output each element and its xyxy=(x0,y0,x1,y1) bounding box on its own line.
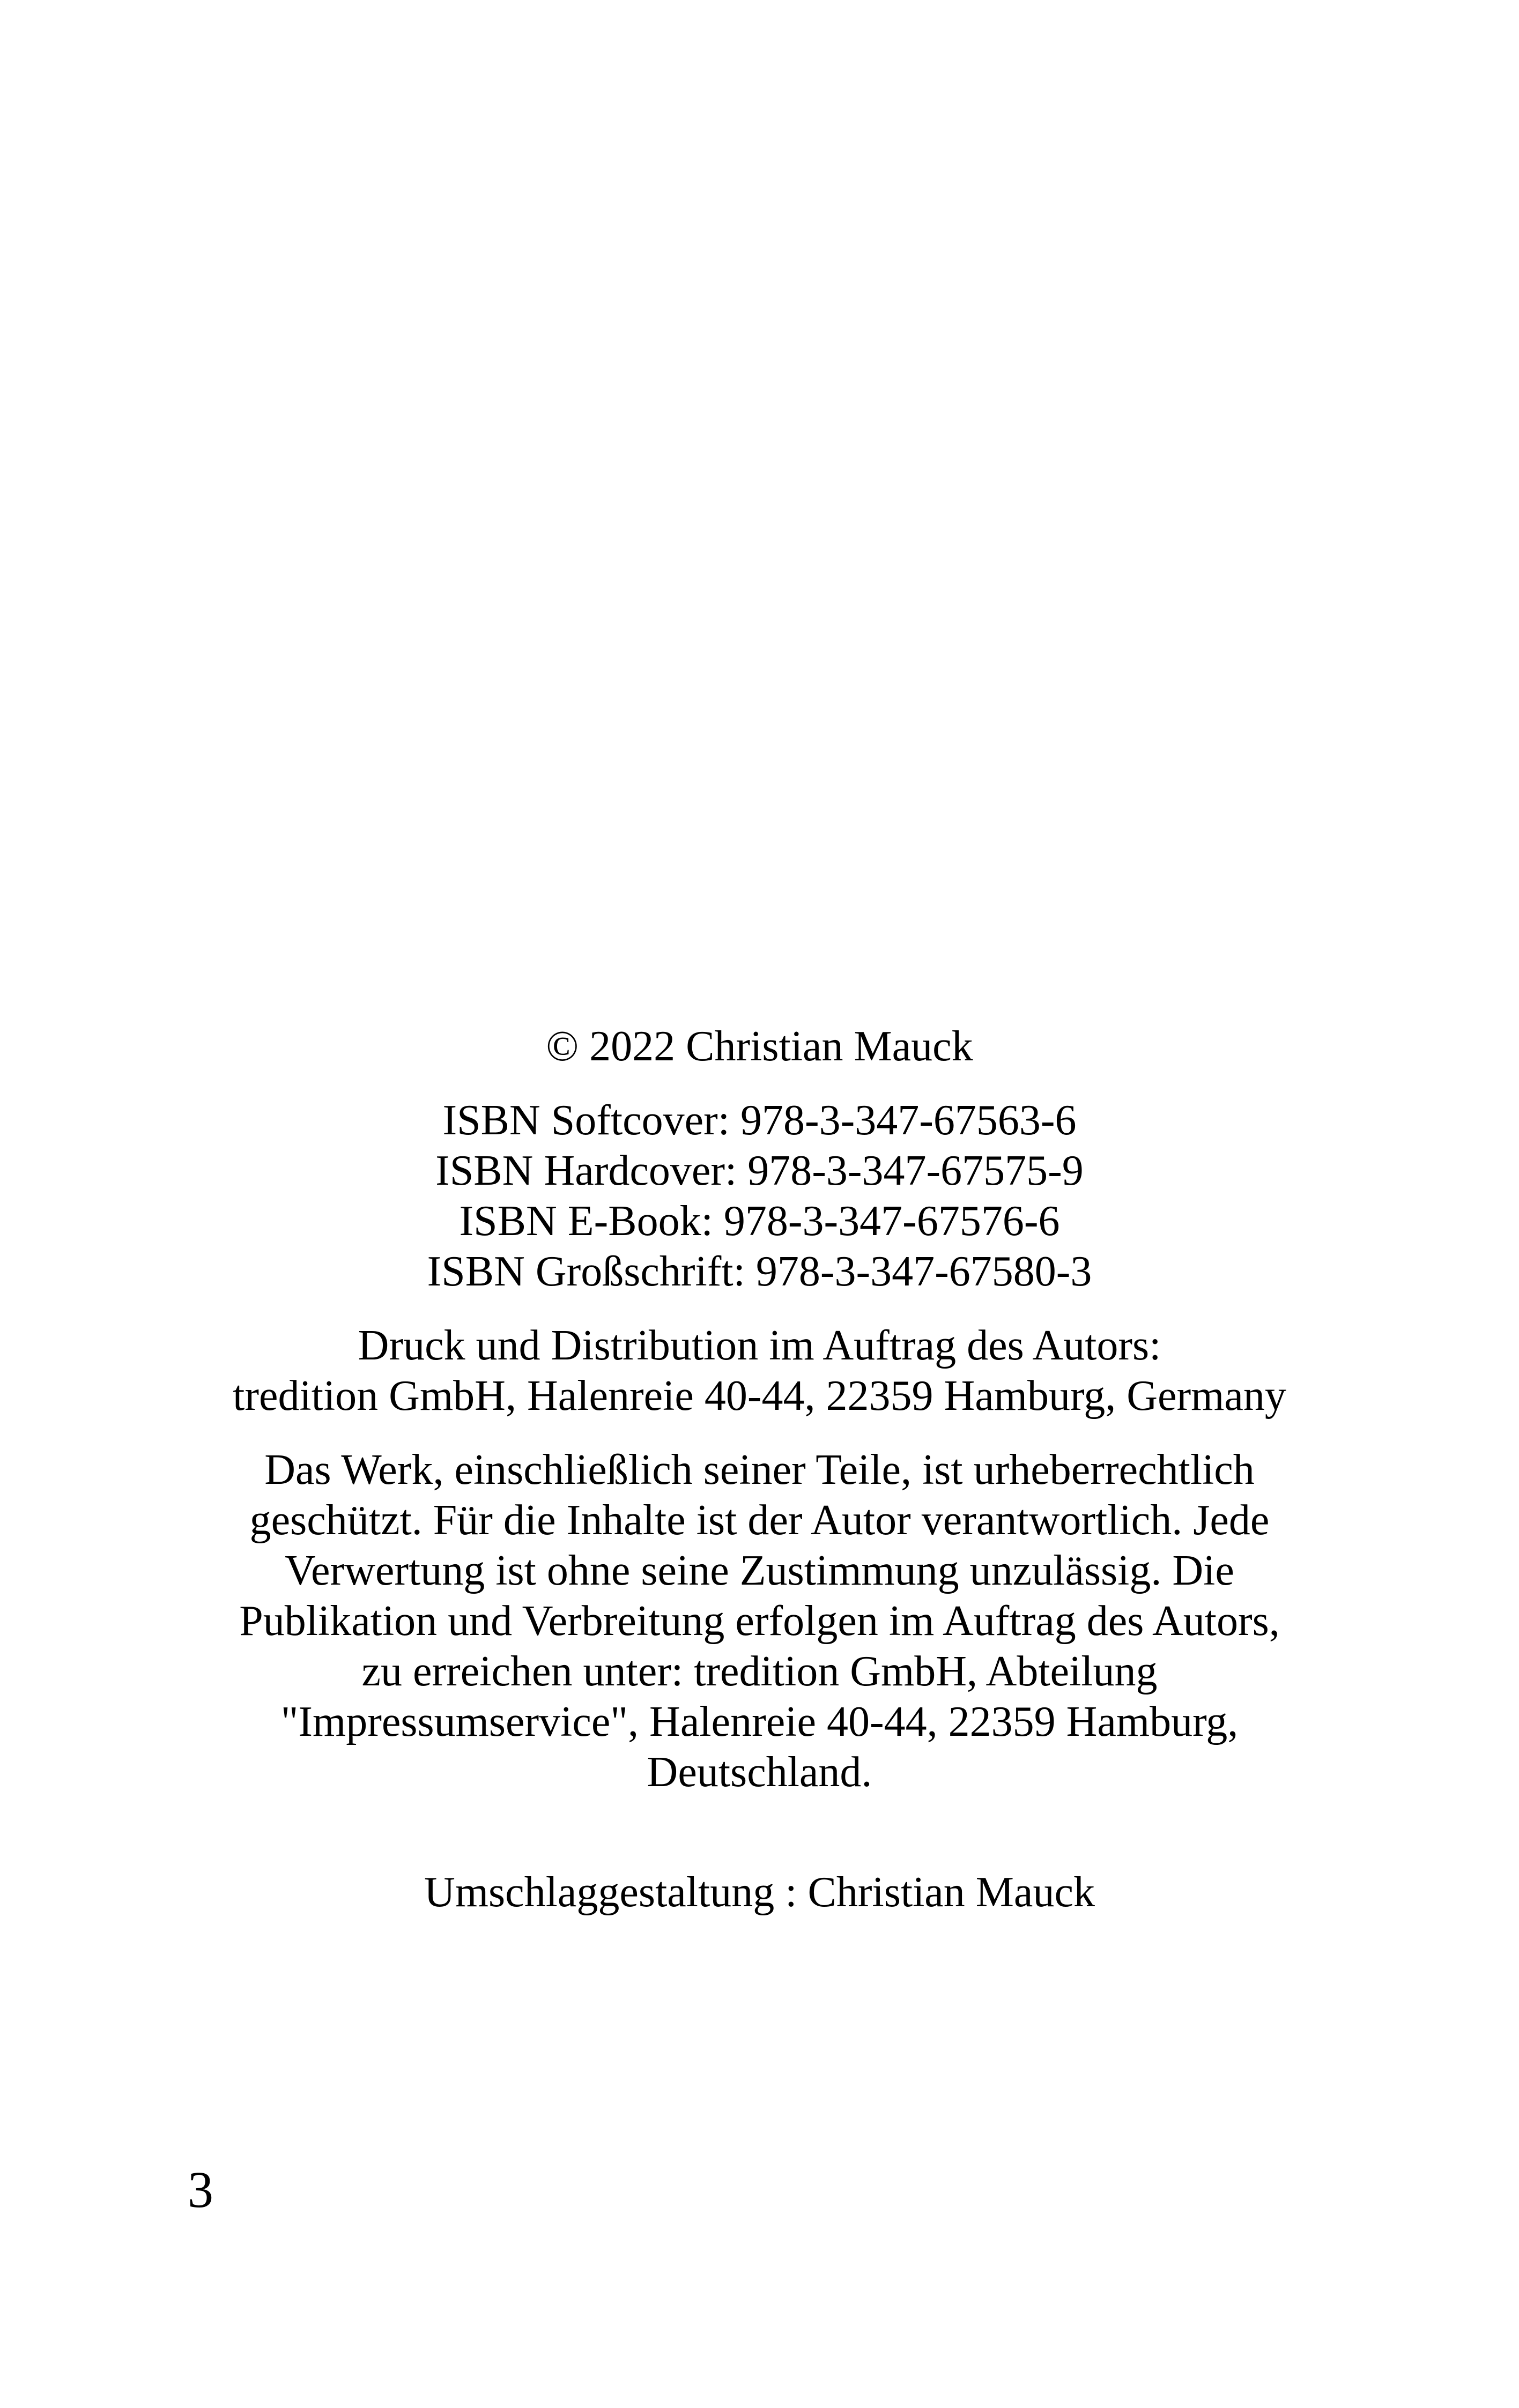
imprint-block xyxy=(0,1021,1519,1918)
legal-line: Deutschland. xyxy=(647,1749,872,1796)
legal-line: "Impressumservice", Halenreie 40-44, 22359 Hamburg, xyxy=(280,1698,1239,1745)
printing-distribution xyxy=(0,1320,1519,1421)
isbn-hardcover: ISBN Hardcover: 978-3-347-67575-9 xyxy=(435,1147,1084,1194)
legal-line: geschützt. Für die Inhalte ist der Autor verantwortlich. Jede xyxy=(249,1497,1270,1544)
printing-line: Druck und Distribution im Auftrag des Autors: xyxy=(358,1322,1161,1369)
page-number: 3 xyxy=(188,2161,213,2218)
isbn-list xyxy=(0,1095,1519,1297)
copyright-line: © 2022 Christian Mauck xyxy=(546,1023,973,1070)
cover-design-credit xyxy=(0,1867,1519,1918)
isbn-large-print: ISBN Großschrift: 978-3-347-67580-3 xyxy=(427,1248,1092,1295)
publisher-address: tredition GmbH, Halenreie 40-44, 22359 Hamburg, Germany xyxy=(233,1372,1286,1419)
legal-line: Verwertung ist ohne seine Zustimmung unzulässig. Die xyxy=(285,1547,1234,1594)
legal-line: zu erreichen unter: tredition GmbH, Abteilung xyxy=(361,1648,1158,1695)
isbn-softcover: ISBN Softcover: 978-3-347-67563-6 xyxy=(442,1097,1077,1144)
legal-line: Das Werk, einschließlich seiner Teile, ist urheberrechtlich xyxy=(264,1446,1255,1493)
isbn-ebook: ISBN E-Book: 978-3-347-67576-6 xyxy=(459,1198,1060,1245)
copyright-notice xyxy=(0,1021,1519,1072)
cover-design-line: Umschlaggestaltung : Christian Mauck xyxy=(424,1869,1095,1916)
legal-notice xyxy=(0,1445,1519,1797)
legal-line: Publikation und Verbreitung erfolgen im Auftrag des Autors, xyxy=(239,1597,1280,1645)
